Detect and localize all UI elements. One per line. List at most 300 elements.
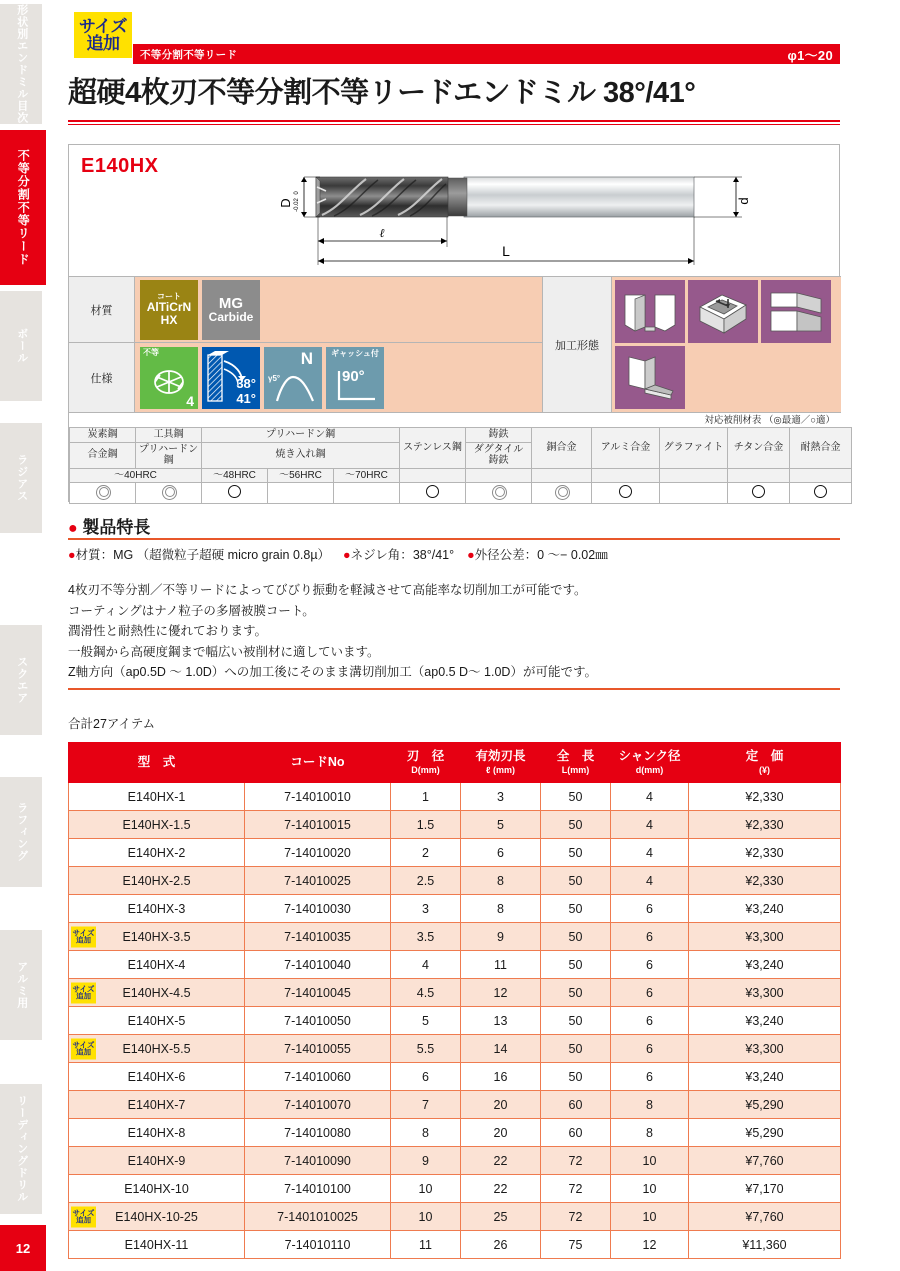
cell-cutting-diameter: 6 bbox=[391, 1063, 461, 1091]
product-table-row[interactable] bbox=[69, 1007, 841, 1035]
cell-flute-length: 25 bbox=[461, 1203, 541, 1231]
cell-code: 7-14010090 bbox=[245, 1147, 391, 1175]
cell-overall-length: 50 bbox=[541, 1063, 611, 1091]
cell-overall-length: 50 bbox=[541, 1035, 611, 1063]
col-subtitle: (¥) bbox=[759, 764, 770, 775]
cell-model: E140HX-10 bbox=[69, 1175, 245, 1203]
product-table-row[interactable] bbox=[69, 811, 841, 839]
cell-cutting-diameter: 10 bbox=[391, 1175, 461, 1203]
cell-overall-length: 60 bbox=[541, 1091, 611, 1119]
product-col-header-0 bbox=[69, 743, 245, 783]
cell-overall-length: 75 bbox=[541, 1231, 611, 1259]
feature-bullet-value: 0 〜− 0.02㎜ bbox=[537, 548, 608, 562]
gash-chip bbox=[326, 347, 384, 409]
feature-bullet-value: 38°/41° bbox=[412, 548, 455, 562]
specification-box bbox=[68, 144, 840, 502]
cell-price: ¥3,240 bbox=[689, 951, 841, 979]
cell-price: ¥7,170 bbox=[689, 1175, 841, 1203]
mat-hd-alloy-steel: 合金鋼 bbox=[70, 442, 136, 468]
sidebar-tab-2[interactable] bbox=[0, 291, 42, 401]
rake-angle-chip bbox=[264, 347, 322, 409]
cell-price: ¥2,330 bbox=[689, 839, 841, 867]
col-title: 有効刃長 bbox=[475, 749, 526, 764]
mat-hrc-blank-2 bbox=[466, 468, 532, 483]
cell-shank-diameter: 6 bbox=[611, 979, 689, 1007]
material-mark-8 bbox=[592, 483, 660, 504]
cell-flute-length: 16 bbox=[461, 1063, 541, 1091]
col-title: 型 式 bbox=[137, 754, 176, 769]
single-circle-icon bbox=[619, 485, 632, 498]
shape-step-icon bbox=[761, 280, 831, 343]
size-added-row-badge: サイズ 追加 bbox=[71, 982, 96, 1003]
size-added-badge-line2: 追加 bbox=[86, 34, 120, 53]
cell-overall-length: 72 bbox=[541, 1147, 611, 1175]
col-title: シャンク径 bbox=[618, 749, 681, 764]
cell-cutting-diameter: 11 bbox=[391, 1231, 461, 1259]
cell-shank-diameter: 6 bbox=[611, 1063, 689, 1091]
endmill-tip-icon bbox=[146, 363, 192, 401]
material-row-label: 材質 bbox=[69, 277, 135, 342]
sidebar-tab-1[interactable] bbox=[0, 130, 46, 285]
sidebar-tab-6[interactable] bbox=[0, 930, 42, 1040]
features-divider bbox=[68, 538, 840, 540]
sidebar-tab-label: アルミ用 bbox=[15, 961, 28, 1009]
product-table-row[interactable] bbox=[69, 1175, 841, 1203]
cell-model: E140HX-1 bbox=[69, 783, 245, 811]
material-mark-6 bbox=[466, 483, 532, 504]
product-table-row[interactable] bbox=[69, 1147, 841, 1175]
product-table-row[interactable] bbox=[69, 1063, 841, 1091]
cell-price: ¥5,290 bbox=[689, 1091, 841, 1119]
cell-code: 7-14010030 bbox=[245, 895, 391, 923]
rake-angle-chip-value: γ5° bbox=[268, 373, 281, 383]
sidebar bbox=[0, 0, 46, 1271]
cell-shank-diameter: 10 bbox=[611, 1147, 689, 1175]
material-mark-5 bbox=[400, 483, 466, 504]
mat-hd-prehardened-steel-2: プリハードン鋼 bbox=[136, 442, 202, 468]
cell-model: E140HX-7 bbox=[69, 1091, 245, 1119]
title-divider-thin bbox=[68, 124, 840, 125]
feature-line-3: 一般鋼から高硬度鋼まで幅広い被削材に適しています。 bbox=[68, 644, 380, 659]
mat-hrc-blank-5 bbox=[660, 468, 728, 483]
sidebar-tab-label: ボール bbox=[15, 328, 28, 364]
cell-cutting-diameter: 2 bbox=[391, 839, 461, 867]
mat-hd-copper-alloy: 銅合金 bbox=[532, 428, 592, 469]
size-added-badge bbox=[74, 12, 132, 58]
col-title: 刃 径 bbox=[406, 749, 445, 764]
specification-row-label: 仕様 bbox=[69, 343, 135, 412]
mat-hd-ductile-cast-iron bbox=[466, 442, 532, 468]
cell-flute-length: 12 bbox=[461, 979, 541, 1007]
sidebar-tab-label: ラジアス bbox=[15, 454, 28, 502]
single-circle-icon bbox=[228, 485, 241, 498]
cell-cutting-diameter: 10 bbox=[391, 1203, 461, 1231]
svg-text:L: L bbox=[502, 243, 510, 259]
material-mark-0 bbox=[70, 483, 136, 504]
sidebar-tab-3[interactable] bbox=[0, 423, 42, 533]
cell-cutting-diameter: 3.5 bbox=[391, 923, 461, 951]
col-title: 全 長 bbox=[556, 749, 595, 764]
title-divider-thick bbox=[68, 120, 840, 122]
double-circle-icon bbox=[492, 485, 505, 498]
cell-cutting-diameter: 4.5 bbox=[391, 979, 461, 1007]
unequal-division-chip-value: 4 bbox=[186, 393, 194, 409]
gash-chip-label: ギャッシュ付 bbox=[331, 348, 379, 358]
cell-price: ¥2,330 bbox=[689, 811, 841, 839]
material-table-row-1 bbox=[70, 428, 852, 443]
features-heading-text: 製品特長 bbox=[82, 518, 151, 537]
mat-hrc-blank-7 bbox=[790, 468, 852, 483]
sidebar-tab-7[interactable] bbox=[0, 1084, 42, 1214]
mat-hrc-48: 〜48HRC bbox=[202, 468, 268, 483]
single-circle-icon bbox=[814, 485, 827, 498]
category-bar bbox=[133, 44, 840, 64]
cell-model: E140HX-4 bbox=[69, 951, 245, 979]
cell-shank-diameter: 6 bbox=[611, 895, 689, 923]
bullet-dot-icon: ● bbox=[343, 548, 351, 562]
cell-flute-length: 13 bbox=[461, 1007, 541, 1035]
substrate-chip-top: MG bbox=[218, 294, 244, 312]
feature-bullet-1 bbox=[343, 548, 454, 562]
feature-bullet-0 bbox=[68, 548, 330, 562]
cell-flute-length: 22 bbox=[461, 1175, 541, 1203]
mat-hrc-blank-1 bbox=[400, 468, 466, 483]
cell-shank-diameter: 4 bbox=[611, 867, 689, 895]
mat-hd-quenched-steel: 焼き入れ鋼 bbox=[202, 442, 400, 468]
product-table-row[interactable] bbox=[69, 1119, 841, 1147]
cell-price: ¥2,330 bbox=[689, 783, 841, 811]
bullet-dot-icon: ● bbox=[68, 520, 78, 537]
feature-line-2: 潤滑性と耐熱性に優れております。 bbox=[68, 624, 268, 638]
size-added-row-badge: サイズ 追加 bbox=[71, 1206, 96, 1227]
product-table-row[interactable] bbox=[69, 1203, 841, 1231]
cell-overall-length: 50 bbox=[541, 783, 611, 811]
cell-model: E140HX-2 bbox=[69, 839, 245, 867]
diameter-range-label: φ1〜20 bbox=[787, 47, 833, 63]
sidebar-tab-0[interactable] bbox=[0, 4, 42, 124]
cell-code: 7-14010040 bbox=[245, 951, 391, 979]
cell-shank-diameter: 4 bbox=[611, 783, 689, 811]
cell-flute-length: 11 bbox=[461, 951, 541, 979]
col-subtitle: ℓ (mm) bbox=[486, 764, 515, 775]
col-subtitle: d(mm) bbox=[635, 764, 664, 775]
single-circle-icon bbox=[752, 485, 765, 498]
cell-code: 7-14010100 bbox=[245, 1175, 391, 1203]
substrate-chip bbox=[202, 280, 260, 340]
cell-cutting-diameter: 1 bbox=[391, 783, 461, 811]
cell-code: 7-14010020 bbox=[245, 839, 391, 867]
material-mark-10 bbox=[728, 483, 790, 504]
cell-price: ¥7,760 bbox=[689, 1147, 841, 1175]
bullet-dot-icon: ● bbox=[467, 548, 475, 562]
cell-price: ¥3,240 bbox=[689, 895, 841, 923]
product-table-row[interactable] bbox=[69, 783, 841, 811]
double-circle-icon bbox=[96, 485, 109, 498]
cell-shank-diameter: 6 bbox=[611, 923, 689, 951]
cell-model: E140HX-2.5 bbox=[69, 867, 245, 895]
cell-code: 7-14010045 bbox=[245, 979, 391, 1007]
product-col-header-4 bbox=[541, 743, 611, 783]
svg-text:-0.02: -0.02 bbox=[294, 198, 300, 212]
cell-overall-length: 50 bbox=[541, 895, 611, 923]
mat-hd-ductile-line1: ダグタイル bbox=[473, 443, 524, 455]
cell-shank-diameter: 4 bbox=[611, 839, 689, 867]
product-table-row[interactable] bbox=[69, 839, 841, 867]
cell-code: 7-14010050 bbox=[245, 1007, 391, 1035]
mat-hd-carbon-steel: 炭素鋼 bbox=[70, 428, 136, 443]
sidebar-tab-5[interactable] bbox=[0, 777, 42, 887]
material-mark-7 bbox=[532, 483, 592, 504]
sidebar-tab-4[interactable] bbox=[0, 625, 42, 735]
cell-cutting-diameter: 4 bbox=[391, 951, 461, 979]
cell-code: 7-14010110 bbox=[245, 1231, 391, 1259]
cell-code: 7-14010060 bbox=[245, 1063, 391, 1091]
features-heading bbox=[68, 513, 150, 538]
svg-text:0: 0 bbox=[294, 191, 300, 195]
svg-text:ℓ: ℓ bbox=[379, 226, 385, 240]
cell-overall-length: 72 bbox=[541, 1175, 611, 1203]
material-mark-2 bbox=[202, 483, 268, 504]
cell-model: サイズ 追加 E140HX-4.5 bbox=[69, 979, 245, 1007]
col-title: 定 価 bbox=[745, 749, 784, 764]
unequal-division-chip bbox=[140, 347, 198, 409]
sidebar-tab-label: 不等分割不等リード bbox=[16, 149, 31, 266]
mat-hrc-70: 〜70HRC bbox=[334, 468, 400, 483]
feature-bullet-label: 材質： bbox=[75, 548, 114, 562]
mat-hd-heat-resistant-alloy: 耐熱合金 bbox=[790, 428, 852, 469]
cell-price: ¥3,300 bbox=[689, 979, 841, 1007]
material-table-row-marks bbox=[70, 483, 852, 504]
col-subtitle: D(mm) bbox=[411, 764, 440, 775]
material-mark-1 bbox=[136, 483, 202, 504]
coating-chip-bot: HX bbox=[160, 312, 178, 327]
cell-flute-length: 20 bbox=[461, 1119, 541, 1147]
page-number: 12 bbox=[0, 1225, 46, 1271]
coating-chip-mid: AlTiCrN bbox=[146, 300, 192, 315]
item-count: 合計27アイテム bbox=[68, 717, 156, 731]
cell-model: E140HX-1.5 bbox=[69, 811, 245, 839]
helix-angle-chip bbox=[202, 347, 260, 409]
size-added-row-badge: サイズ 追加 bbox=[71, 926, 96, 947]
mat-hd-prehardened-steel: プリハードン鋼 bbox=[202, 428, 400, 443]
cell-overall-length: 50 bbox=[541, 839, 611, 867]
feature-line-1: コーティングはナノ粒子の多層被膜コート。 bbox=[68, 603, 315, 618]
cell-flute-length: 3 bbox=[461, 783, 541, 811]
product-table-row[interactable] bbox=[69, 1091, 841, 1119]
bullet-dot-icon: ● bbox=[68, 548, 76, 562]
cell-cutting-diameter: 1.5 bbox=[391, 811, 461, 839]
sidebar-tab-label: 形状別エンドミル目次 bbox=[15, 4, 28, 124]
mat-hrc-blank-4 bbox=[592, 468, 660, 483]
feature-bullet-2 bbox=[467, 548, 608, 562]
substrate-chip-mid: Carbide bbox=[208, 310, 254, 325]
mat-hrc-40: 〜40HRC bbox=[70, 468, 202, 483]
mat-hd-stainless-steel: ステンレス鋼 bbox=[400, 428, 466, 469]
col-title: コードNo bbox=[290, 754, 345, 769]
cell-model: サイズ 追加 E140HX-3.5 bbox=[69, 923, 245, 951]
cell-shank-diameter: 8 bbox=[611, 1119, 689, 1147]
mat-hd-cast-iron: 鋳鉄 bbox=[466, 428, 532, 443]
cell-price: ¥3,300 bbox=[689, 1035, 841, 1063]
features-divider-bottom bbox=[68, 688, 840, 690]
shape-corner-icon bbox=[615, 346, 685, 409]
cell-price: ¥11,360 bbox=[689, 1231, 841, 1259]
features-body bbox=[68, 580, 858, 683]
cell-overall-length: 72 bbox=[541, 1203, 611, 1231]
cell-flute-length: 8 bbox=[461, 895, 541, 923]
cell-code: 7-14010055 bbox=[245, 1035, 391, 1063]
material-table-note: 対応被削材表 （◎最適／○適） bbox=[69, 412, 841, 427]
cell-model: E140HX-11 bbox=[69, 1231, 245, 1259]
cell-flute-length: 26 bbox=[461, 1231, 541, 1259]
material-mark-9 bbox=[660, 483, 728, 504]
cell-overall-length: 50 bbox=[541, 811, 611, 839]
category-label: 不等分割不等リード bbox=[140, 48, 238, 61]
features-inline-bullets bbox=[68, 545, 848, 563]
cell-flute-length: 9 bbox=[461, 923, 541, 951]
sidebar-tab-label: リーディングドリル bbox=[15, 1095, 28, 1203]
product-col-header-6 bbox=[689, 743, 841, 783]
cell-overall-length: 50 bbox=[541, 1007, 611, 1035]
product-table-row[interactable] bbox=[69, 979, 841, 1007]
helix-angle-chip-value1: 38° bbox=[236, 376, 256, 392]
cell-shank-diameter: 8 bbox=[611, 1091, 689, 1119]
gash-chip-value: 90° bbox=[342, 367, 365, 385]
shape-slot-icon bbox=[615, 280, 685, 343]
cell-flute-length: 6 bbox=[461, 839, 541, 867]
product-table-row[interactable] bbox=[69, 1231, 841, 1259]
mat-hd-ductile-line2: 鋳鉄 bbox=[488, 455, 509, 466]
feature-bullet-value: MG （超微粒子超硬 micro grain 0.8µ） bbox=[113, 548, 331, 562]
cell-code: 7-1401010025 bbox=[245, 1203, 391, 1231]
cell-code: 7-14010015 bbox=[245, 811, 391, 839]
product-col-header-5 bbox=[611, 743, 689, 783]
rake-curve-icon bbox=[273, 371, 317, 405]
mat-hrc-blank-6 bbox=[728, 468, 790, 483]
cell-shank-diameter: 12 bbox=[611, 1231, 689, 1259]
coating-chip-top: コート bbox=[157, 292, 181, 302]
model-name: E140HX bbox=[81, 155, 159, 177]
mat-hrc-blank-3 bbox=[532, 468, 592, 483]
mat-hd-tool-steel: 工具鋼 bbox=[136, 428, 202, 443]
material-mark-11 bbox=[790, 483, 852, 504]
cell-overall-length: 50 bbox=[541, 951, 611, 979]
product-col-header-1 bbox=[245, 743, 391, 783]
cell-price: ¥3,300 bbox=[689, 923, 841, 951]
cell-model: E140HX-9 bbox=[69, 1147, 245, 1175]
cell-code: 7-14010010 bbox=[245, 783, 391, 811]
page-title: 超硬4枚刃不等分割不等リードエンドミル 38°/41° bbox=[68, 77, 696, 109]
cell-overall-length: 50 bbox=[541, 923, 611, 951]
cell-model: サイズ 追加 E140HX-10-25 bbox=[69, 1203, 245, 1231]
product-col-header-3 bbox=[461, 743, 541, 783]
mat-hd-aluminum-alloy: アルミ合金 bbox=[592, 428, 660, 469]
cell-price: ¥3,240 bbox=[689, 1007, 841, 1035]
material-mark-3 bbox=[268, 483, 334, 504]
cell-cutting-diameter: 5 bbox=[391, 1007, 461, 1035]
product-table bbox=[68, 742, 841, 1259]
cell-flute-length: 5 bbox=[461, 811, 541, 839]
cell-overall-length: 50 bbox=[541, 979, 611, 1007]
feature-line-0: 4枚刃不等分割／不等リードによってびびり振動を軽減させて高能率な切削加工が可能です。 bbox=[68, 583, 587, 597]
feature-bullet-label: ネジレ角： bbox=[350, 548, 413, 562]
cell-price: ¥3,240 bbox=[689, 1063, 841, 1091]
size-added-row-badge: サイズ 追加 bbox=[71, 1038, 96, 1059]
cell-shank-diameter: 6 bbox=[611, 1035, 689, 1063]
cell-shank-diameter: 10 bbox=[611, 1203, 689, 1231]
cell-flute-length: 8 bbox=[461, 867, 541, 895]
cell-model: E140HX-8 bbox=[69, 1119, 245, 1147]
endmill-drawing bbox=[274, 151, 794, 271]
cell-model: E140HX-5 bbox=[69, 1007, 245, 1035]
svg-text:d: d bbox=[736, 197, 751, 205]
cell-shank-diameter: 10 bbox=[611, 1175, 689, 1203]
material-compatibility-table bbox=[69, 427, 852, 504]
cell-shank-diameter: 4 bbox=[611, 811, 689, 839]
product-table-body bbox=[69, 783, 841, 1259]
cell-code: 7-14010035 bbox=[245, 923, 391, 951]
cell-cutting-diameter: 3 bbox=[391, 895, 461, 923]
cell-flute-length: 22 bbox=[461, 1147, 541, 1175]
double-circle-icon bbox=[555, 485, 568, 498]
rake-angle-chip-label: N bbox=[300, 348, 313, 368]
helix-angle-chip-value2: 41° bbox=[236, 391, 256, 407]
cell-code: 7-14010080 bbox=[245, 1119, 391, 1147]
product-table-row[interactable] bbox=[69, 923, 841, 951]
machining-shape-images bbox=[612, 277, 841, 412]
cell-cutting-diameter: 8 bbox=[391, 1119, 461, 1147]
cell-code: 7-14010070 bbox=[245, 1091, 391, 1119]
single-circle-icon bbox=[426, 485, 439, 498]
cell-cutting-diameter: 5.5 bbox=[391, 1035, 461, 1063]
product-table-row[interactable] bbox=[69, 895, 841, 923]
cell-flute-length: 14 bbox=[461, 1035, 541, 1063]
cell-shank-diameter: 6 bbox=[611, 951, 689, 979]
cell-cutting-diameter: 2.5 bbox=[391, 867, 461, 895]
material-mark-4 bbox=[334, 483, 400, 504]
col-subtitle: L(mm) bbox=[561, 764, 590, 775]
sidebar-tab-label: ラフィング bbox=[15, 802, 28, 862]
product-table-row[interactable] bbox=[69, 951, 841, 979]
machining-shape-label: 加工形態 bbox=[542, 276, 612, 412]
cell-shank-diameter: 6 bbox=[611, 1007, 689, 1035]
feature-line-4: Z軸方向（ap0.5D 〜 1.0D）への加工後にそのまま溝切削加工（ap0.5 D〜 1.0D）が可能です。 bbox=[68, 665, 597, 679]
mat-hd-graphite: グラファイト bbox=[660, 428, 728, 469]
product-table-row[interactable] bbox=[69, 1035, 841, 1063]
cell-model: サイズ 追加 E140HX-5.5 bbox=[69, 1035, 245, 1063]
cell-price: ¥5,290 bbox=[689, 1119, 841, 1147]
feature-bullet-label: 外径公差： bbox=[474, 548, 538, 562]
cell-cutting-diameter: 7 bbox=[391, 1091, 461, 1119]
product-table-header bbox=[69, 743, 841, 783]
cell-flute-length: 20 bbox=[461, 1091, 541, 1119]
coating-chip bbox=[140, 280, 198, 340]
product-col-header-2 bbox=[391, 743, 461, 783]
cell-price: ¥7,760 bbox=[689, 1203, 841, 1231]
size-added-badge-line1: サイズ bbox=[78, 17, 128, 36]
material-table-row-hrc bbox=[70, 468, 852, 483]
cell-model: E140HX-3 bbox=[69, 895, 245, 923]
cell-model: E140HX-6 bbox=[69, 1063, 245, 1091]
mat-hd-titanium-alloy: チタン合金 bbox=[728, 428, 790, 469]
cell-price: ¥2,330 bbox=[689, 867, 841, 895]
unequal-division-chip-label: 不等 bbox=[143, 347, 159, 357]
mat-hrc-56: 〜56HRC bbox=[268, 468, 334, 483]
sidebar-tab-label: スクエア bbox=[15, 656, 28, 704]
cell-overall-length: 60 bbox=[541, 1119, 611, 1147]
product-table-row[interactable] bbox=[69, 867, 841, 895]
cell-code: 7-14010025 bbox=[245, 867, 391, 895]
